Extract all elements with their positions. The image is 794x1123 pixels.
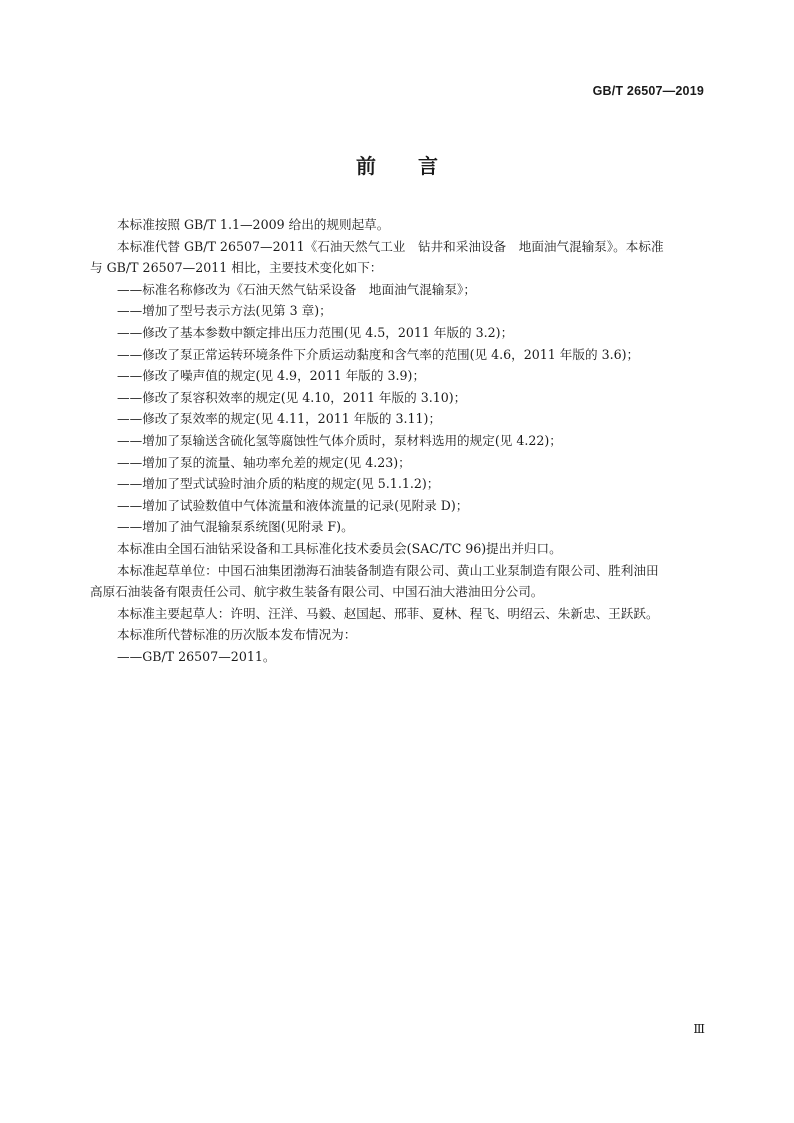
paragraph-replaces-line-2: 与 GB/T 26507—2011 相比，主要技术变化如下： [90,260,383,276]
paragraph-drafting-units-line-1: 本标准起草单位：中国石油集团渤海石油装备制造有限公司、黄山工业泵制造有限公司、胜利油田 [117,562,659,578]
paragraph-drafting-rules: 本标准按照 GB/T 1.1—2009 给出的规则起草。 [117,217,390,232]
foreword-body [90,214,706,667]
change-item: ——增加了试验数值中气体流量和液体流量的记录(见附录 D)； [117,497,469,513]
change-item: ——修改了基本参数中额定排出压力范围(见 4.5，2011 年版的 3.2)； [117,324,514,340]
change-item: ——修改了噪声值的规定(见 4.9，2011 年版的 3.9)； [117,368,426,384]
change-item: ——增加了油气混输泵系统图(见附录 F)。 [117,519,354,535]
page-number: Ⅲ [693,1022,705,1036]
change-item: ——修改了泵效率的规定(见 4.11，2011 年版的 3.11)； [117,411,442,427]
change-item: ——增加了型式试验时油介质的粘度的规定(见 5.1.1.2)； [117,476,440,492]
change-item: ——修改了泵正常运转环境条件下介质运动黏度和含气率的范围(见 4.6，2011 年版的 3.6)； [117,346,640,362]
paragraph-drafting-units-line-2: 高原石油装备有限责任公司、航宇救生装备有限公司、中国石油大港油田分公司。 [90,584,544,600]
paragraph-drafters: 本标准主要起草人：许明、汪洋、马毅、赵国起、邢菲、夏林、程飞、明绍云、朱新忠、王跃跃。 [117,605,659,621]
paragraph-proposed-by: 本标准由全国石油钻采设备和工具标准化技术委员会(SAC/TC 96)提出并归口。 [117,540,562,556]
change-item: ——增加了泵输送含硫化氢等腐蚀性气体介质时，泵材料选用的规定(见 4.22)； [117,432,562,448]
page-title: 前言 [356,154,480,178]
change-item: ——标准名称修改为《石油天然气钻采设备 地面油气混输泵》； [117,281,476,297]
change-item: ——增加了泵的流量、轴功率允差的规定(见 4.23)； [117,454,411,470]
document-code: GB/T 26507—2019 [592,84,704,98]
change-item: ——修改了泵容积效率的规定(见 4.10，2011 年版的 3.10)； [117,389,467,405]
change-item: ——增加了型号表示方法(见第 3 章)； [117,303,332,319]
history-item: ——GB/T 26507—2011。 [117,648,276,664]
paragraph-replaces-line-1: 本标准代替 GB/T 26507—2011《石油天然气工业 钻井和采油设备 地面油气混输泵》。本标准 [117,238,664,254]
paragraph-history-intro: 本标准所代替标准的历次版本发布情况为： [117,627,357,643]
